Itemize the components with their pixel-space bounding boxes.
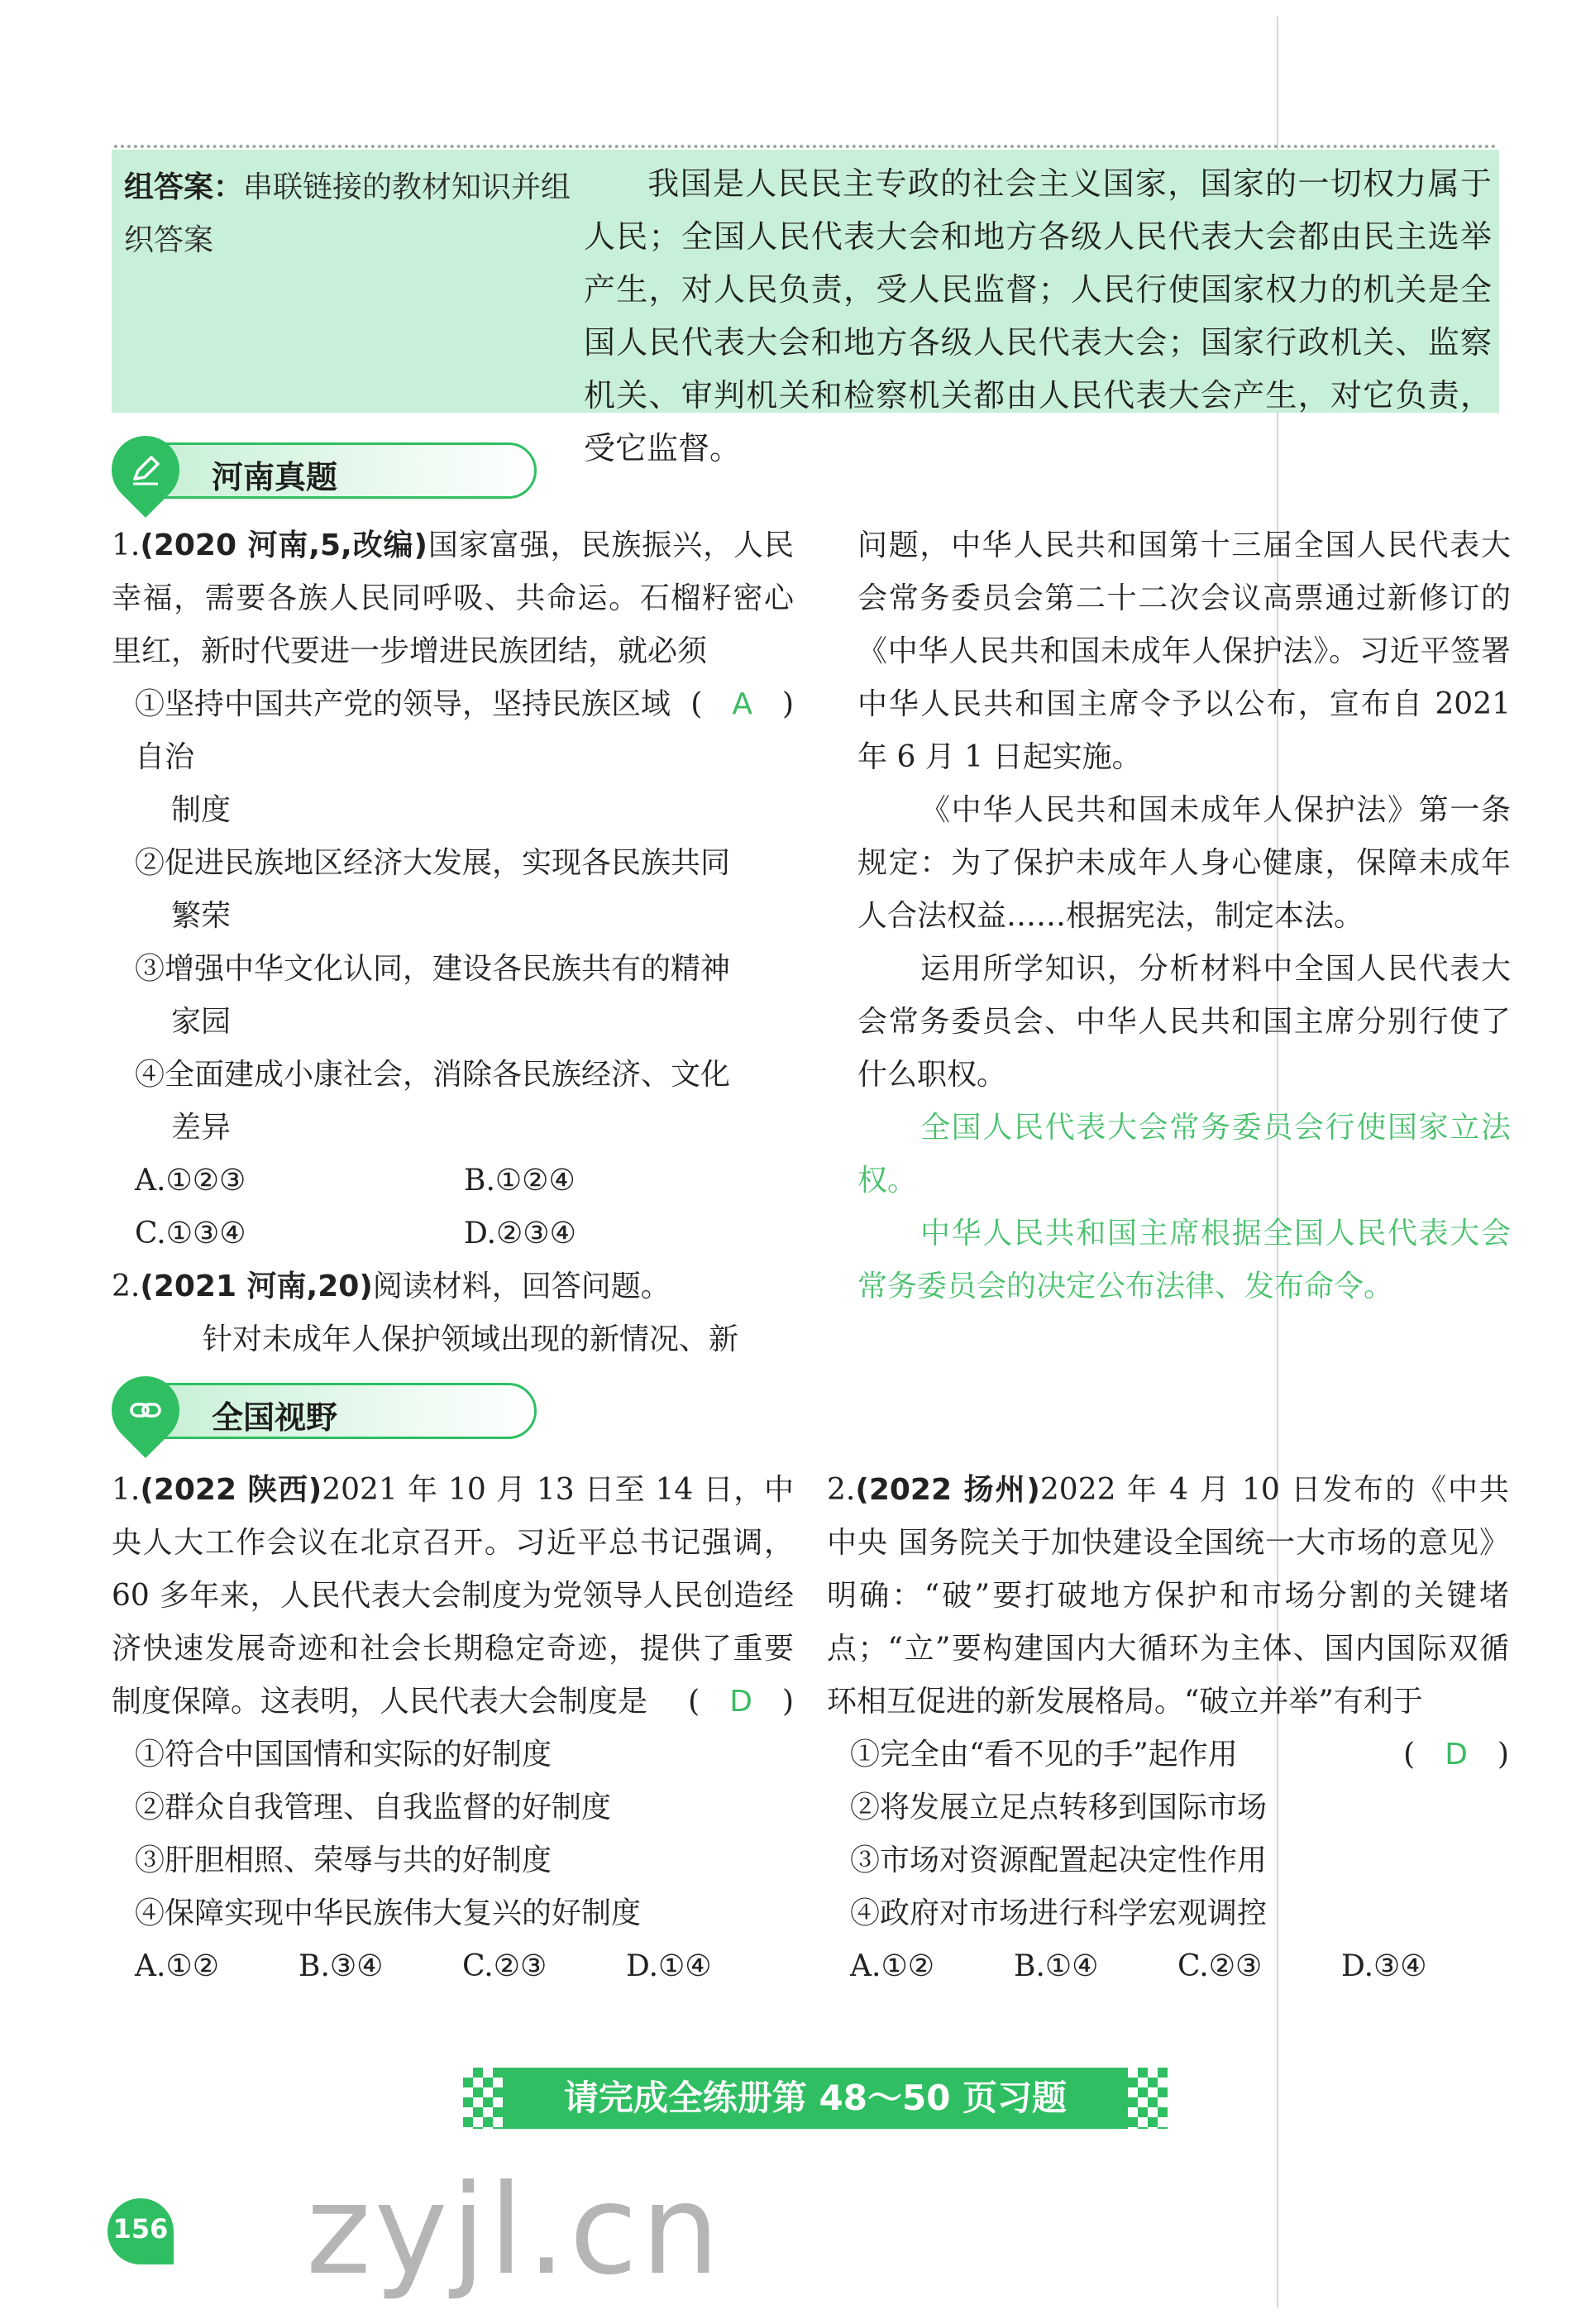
- section-pill: [151, 1383, 537, 1439]
- option: ①符合中国国情和实际的好制度: [135, 1738, 552, 1772]
- option: ③增强中华文化认同，建设各民族共有的精神 家园: [135, 952, 731, 1039]
- footer-bar: [503, 2068, 1128, 2129]
- pencil-icon: [127, 451, 165, 489]
- choices: A.①② B.③④ C.②③ D.①④: [135, 1949, 712, 1983]
- national-q1: 1.(2022 陕西)2021 年 10 月 13 日至 14 日，中央人大工作会议在北京召开。习近平总书记强调，60 多年来，人民代表大会制度为党领导人民创造经济快速发展奇迹和社会长期稳定奇迹，提供了重要制度保障。这表明，人民代表大会制度是 ( D ) ①符合中国国情和实际的好制度 ②群众自我管理、自我监督的好制度 ③肝胆相照、荣辱与共的好制度 ④保障实现中华民族伟大复兴的好制度 A.①② B.③④ C.②③ D.①④: [112, 1464, 794, 1993]
- checker-left: [463, 2068, 503, 2129]
- section-header-henan: [112, 442, 542, 497]
- section-title-national: 全国视野: [212, 1399, 338, 1436]
- choices: A.①② B.①④ C.②③ D.③④: [850, 1949, 1427, 1983]
- link-badge: [98, 1362, 193, 1458]
- henan-q2-cont: [857, 519, 1511, 1313]
- material-p2: 《中华人民共和国未成年人保护法》第一条规定：为了保护未成年人身心健康，保障未成年人合法权益……根据宪法，制定本法。: [857, 793, 1511, 933]
- option: ③市场对资源配置起决定性作用: [850, 1843, 1268, 1877]
- q-source: (2020 河南,5,改编): [140, 528, 427, 562]
- option: ④保障实现中华民族伟大复兴的好制度: [135, 1896, 642, 1930]
- option: ①坚持中国共产党的领导，坚持民族区域自治 制度: [135, 687, 671, 827]
- checker-right: [1128, 2068, 1168, 2129]
- national-q2: 2.(2022 扬州)2022 年 4 月 10 日发布的《中共中央 国务院关于加快建设全国统一大市场的意见》明确：“破”要打破地方保护和市场分割的关键堵点；“立”要构建国内大循环为主体、国内国际双循环相互促进的新发展格局。“破立并举”有利于 ( D ) ①完全由“看不见的手”起作用 ②将发展立足点转移到国际市场 ③市场对资源配置起决定性作用 ④政府对市场进行科学宏观调控 A.①② B.①④ C.②③ D.③④: [827, 1464, 1509, 1993]
- q-answer: D: [1445, 1738, 1468, 1772]
- answer-1: 全国人民代表大会常务委员会行使国家立法权。: [857, 1111, 1511, 1198]
- henan-q1: 1.(2020 河南,5,改编)国家富强，民族振兴，人民幸福，需要各族人民同呼吸、共命运。石榴籽密心里红，新时代要进一步增进民族团结，就必须 ( A ) ①坚持中国共产党的领导，坚持民族区域自治 制度 ②促进民族地区经济大发展，实现各民族共同 繁荣 ③增强中华文化认同，建设各民族共有的精神 家园 ④全面建成小康社会，消除各民族经济、文化 差异 A.①②③ B.①②④ C.①③④ D.②③④ 2.(2021 河南,20)阅读材料，回答问题。 针对未成年人保护领域出现的新情况、新: [112, 519, 794, 1366]
- question: 运用所学知识，分析材料中全国人民代表大会常务委员会、中华人民共和国主席分别行使了什么职权。: [857, 952, 1511, 1092]
- watermark: zyjl.cn: [306, 2159, 724, 2302]
- q-answer: A: [732, 687, 752, 721]
- option: ④全面建成小康社会，消除各民族经济、文化 差异: [135, 1058, 731, 1145]
- material-cont: 问题，中华人民共和国第十三届全国人民代表大会常务委员会第二十二次会议高票通过新修订的《中华人民共和国未成年人保护法》。习近平签署中华人民共和国主席令予以公布，宣布自 2021 年 6 月 1 日起实施。: [857, 528, 1511, 774]
- answer-method-desc: 串联链接的教材知识并组织答案: [124, 170, 571, 257]
- q-answer: D: [729, 1685, 752, 1719]
- option: ①完全由“看不见的手”起作用: [850, 1738, 1238, 1772]
- option: ④政府对市场进行科学宏观调控: [850, 1896, 1268, 1930]
- option: ③肝胆相照、荣辱与共的好制度: [135, 1843, 552, 1877]
- pencil-badge: [98, 422, 193, 518]
- answer-paragraph: [584, 157, 1492, 475]
- q-stem: 国家富强，民族振兴，人民幸福，需要各族人民同呼吸、共命运。石榴籽密心里红，新时代要进一步增进民族团结，就必须: [112, 528, 794, 668]
- answer-paragraph-text: 我国是人民民主专政的社会主义国家，国家的一切权力属于人民；全国人民代表大会和地方各级人民代表大会都由民主选举产生，对人民负责，受人民监督；人民行使国家权力的机关是全国人民代表大会和地方各级人民代表大会；国家行政机关、监察机关、审判机关和检察机关都由人民代表大会产生，对它负责，受它监督。: [584, 165, 1492, 466]
- footer-banner-text: 请完成全练册第 48～50 页习题: [563, 2078, 1068, 2118]
- option: ②群众自我管理、自我监督的好制度: [135, 1791, 612, 1824]
- option: ②将发展立足点转移到国际市场: [850, 1791, 1268, 1824]
- section-pill: [151, 442, 537, 499]
- henan-q2-material-start: 针对未成年人保护领域出现的新情况、新: [203, 1322, 739, 1356]
- answer-method-label: [124, 161, 587, 267]
- dotted-divider: [114, 145, 1497, 148]
- section-header-national: [112, 1383, 542, 1437]
- choices: A.①②③ B.①②④ C.①③④ D.②③④: [135, 1164, 576, 1250]
- henan-q2-head: 2.(2021 河南,20)阅读材料，回答问题。: [112, 1270, 671, 1303]
- page-number: 156: [112, 2213, 169, 2245]
- link-icon: [127, 1391, 165, 1429]
- answer-2: 中华人民共和国主席根据全国人民代表大会常务委员会的决定公布法律、发布命令。: [857, 1217, 1511, 1303]
- footer-banner: [463, 2068, 1168, 2129]
- q-number: 1.: [112, 528, 141, 562]
- option: ②促进民族地区经济大发展，实现各民族共同 繁荣: [135, 846, 731, 933]
- page-number-badge: [107, 2198, 174, 2264]
- answer-method-bold: 组答案：: [124, 170, 244, 204]
- section-title-henan: 河南真题: [212, 459, 338, 495]
